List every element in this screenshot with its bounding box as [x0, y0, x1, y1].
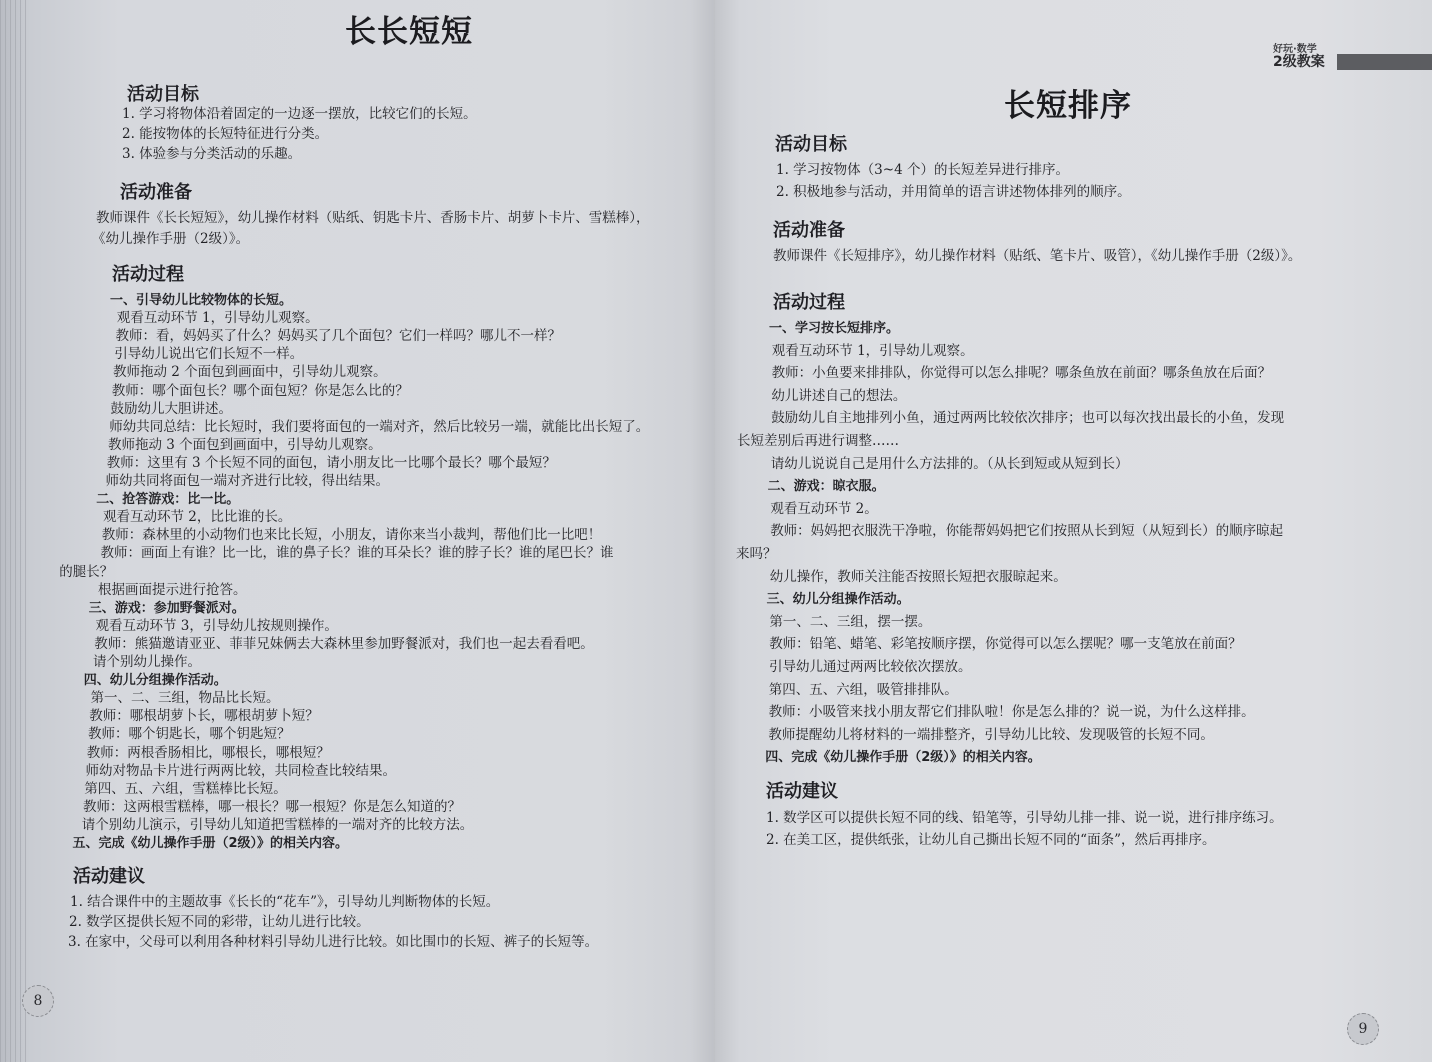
- right-page-header: [1265, 40, 1432, 74]
- text-line: 教师：小吸管来找小朋友帮它们排队啦！你是怎么排的？说一说，为什么这样排。: [768, 704, 1255, 721]
- text-line: 教师：小鱼要来排排队，你觉得可以怎么排呢？哪条鱼放在前面？哪条鱼放在后面？: [771, 365, 1272, 382]
- step-heading: 二、抢答游戏：比一比。: [96, 492, 240, 508]
- right-prep-heading: 活动准备: [773, 220, 845, 241]
- text-line: 第一、二、三组，摆一摆。: [769, 613, 932, 630]
- text-line: 教师拖动 2 个面包到画面中，引导幼儿观察。: [113, 364, 387, 381]
- right-process-heading: 活动过程: [773, 292, 845, 313]
- text-line: 教师课件《长长短短》，幼儿操作材料（贴纸、钥匙卡片、香肠卡片、胡萝卜卡片、雪糕棒），: [96, 210, 650, 226]
- text-line: 幼儿讲述自己的想法。: [771, 387, 907, 404]
- step-heading: 四、完成《幼儿操作手册（2级）》的相关内容。: [765, 750, 1041, 766]
- text-line: 教师：这两根雪糕棒，哪一根长？哪一根短？你是怎么知道的？: [83, 798, 461, 815]
- text-line: 观看互动环节 2，比比谁的长。: [103, 509, 292, 526]
- text-line: 教师：两根香肠相比，哪根长，哪根短？: [86, 744, 330, 761]
- text-line: 请个别幼儿演示，引导幼儿知道把雪糕棒的一端对齐的比较方法。: [81, 816, 474, 833]
- step-heading: 三、幼儿分组操作活动。: [766, 592, 910, 608]
- step-heading: 一、引导幼儿比较物体的长短。: [110, 293, 293, 308]
- text-line: 引导幼儿说出它们长短不一样。: [114, 346, 304, 363]
- step-heading: 一、学习按长短排序。: [769, 321, 900, 336]
- text-line: 教师：哪个钥匙长，哪个钥匙短？: [88, 726, 291, 743]
- text-line: 1. 结合课件中的主题故事《长长的“花车”》，引导幼儿判断物体的长短。: [70, 894, 500, 910]
- text-line: 第一、二、三组，物品比长短。: [90, 690, 280, 707]
- left-process-heading: 活动过程: [112, 264, 184, 285]
- text-line: 教师：铅笔、蜡笔、彩笔按顺序摆，你觉得可以怎么摆呢？哪一支笔放在前面？: [769, 636, 1242, 653]
- text-line: 师幼共同总结：比长短时，我们要将面包的一端对齐，然后比较另一端，就能比出长短了。: [109, 418, 650, 435]
- text-line: 教师提醒幼儿将材料的一端排整齐，引导幼儿比较、发现吸管的长短不同。: [768, 726, 1214, 743]
- text-line: 请幼儿说说自己是用什么方法排的。（从长到短或从短到长）: [770, 455, 1129, 472]
- grade-label: 2级教案: [1273, 54, 1325, 70]
- text-line: 鼓励幼儿大胆讲述。: [110, 400, 232, 417]
- text-line: 1. 学习将物体沿着固定的一边逐一摆放，比较它们的长短。: [122, 106, 477, 122]
- text-line: 第四、五、六组，雪糕棒比长短。: [84, 780, 287, 797]
- text-line: 观看互动环节 1，引导幼儿观察。: [771, 342, 974, 359]
- text-line: 教师课件《长短排序》，幼儿操作材料（贴纸、笔卡片、吸管），《幼儿操作手册（2级）》。: [773, 248, 1302, 264]
- text-line: 2. 数学区提供长短不同的彩带，让幼儿进行比较。: [69, 914, 370, 930]
- text-line: 1. 数学区可以提供长短不同的线、铅笔等，引导幼儿排一排、说一说，进行排序练习。: [766, 810, 1283, 826]
- text-line: 观看互动环节 1，引导幼儿观察。: [116, 310, 319, 327]
- text-line: 教师：看，妈妈买了什么？妈妈买了几个面包？它们一样吗？哪儿不一样？: [115, 328, 561, 345]
- text-line: 《幼儿操作手册（2级）》。: [92, 231, 250, 247]
- text-line: 教师：这里有 3 个长短不同的面包，请小朋友比一比哪个最长？哪个最短？: [106, 454, 556, 471]
- text-line: 长短差别后再进行调整……: [737, 433, 899, 449]
- text-line: 观看互动环节 2。: [770, 500, 878, 517]
- text-line: 鼓励幼儿自主地排列小鱼，通过两两比较依次排序；也可以每次找出最长的小鱼，发现: [771, 410, 1285, 427]
- text-line: 幼儿操作，教师关注能否按照长短把衣服晾起来。: [769, 568, 1067, 585]
- header-bar-decoration: [1337, 54, 1432, 70]
- text-line: 教师拖动 3 个面包到画面中，引导幼儿观察。: [108, 436, 382, 453]
- text-line: 2. 能按物体的长短特征进行分类。: [122, 126, 329, 142]
- left-goals-heading: 活动目标: [127, 84, 199, 105]
- text-line: 师幼共同将面包一端对齐进行比较，得出结果。: [105, 473, 389, 489]
- text-line: 引导幼儿通过两两比较依次摆放。: [769, 659, 972, 675]
- left-page-title: 长长短短: [345, 14, 473, 50]
- text-line: 3. 在家中，父母可以利用各种材料引导幼儿进行比较。如比围巾的长短、裤子的长短等。: [68, 934, 599, 950]
- step-heading: 三、游戏：参加野餐派对。: [88, 600, 245, 616]
- text-line: 教师：哪根胡萝卜长，哪根胡萝卜短？: [89, 708, 319, 725]
- text-line: 1. 学习按物体（3~4 个）的长短差异进行排序。: [776, 162, 1069, 178]
- right-page-number: 9: [1347, 1013, 1379, 1045]
- text-line: 2. 在美工区，提供纸张，让幼儿自己撕出长短不同的“面条”，然后再排序。: [766, 832, 1216, 848]
- left-prep-heading: 活动准备: [120, 182, 192, 203]
- text-line: 来吗？: [736, 546, 777, 562]
- right-suggest-heading: 活动建议: [766, 781, 838, 802]
- text-line: 请个别幼儿操作。: [93, 654, 201, 670]
- left-suggest-heading: 活动建议: [73, 866, 145, 887]
- page-edge-stack: [0, 0, 26, 1062]
- step-heading: 五、完成《幼儿操作手册（2级）》的相关内容。: [72, 836, 349, 851]
- text-line: 教师：熊猫邀请亚亚、菲菲兄妹俩去大森林里参加野餐派对，我们也一起去看看吧。: [94, 635, 594, 652]
- left-page-number: 8: [22, 985, 54, 1017]
- text-line: 师幼对物品卡片进行两两比较，共同检查比较结果。: [85, 762, 396, 779]
- text-line: 根据画面提示进行抢答。: [98, 581, 247, 598]
- text-line: 教师：画面上有谁？比一比，谁的鼻子长？谁的耳朵长？谁的脖子长？谁的尾巴长？谁: [100, 545, 614, 562]
- right-page-title: 长短排序: [1004, 88, 1132, 124]
- text-line: 教师：妈妈把衣服洗干净啦，你能帮妈妈把它们按照从长到短（从短到长）的顺序晾起: [770, 523, 1284, 540]
- right-goals-heading: 活动目标: [775, 134, 847, 155]
- step-heading: 二、游戏：晾衣服。: [767, 479, 885, 495]
- step-heading: 四、幼儿分组操作活动。: [83, 673, 227, 689]
- text-line: 教师：哪个面包长？哪个面包短？你是怎么比的？: [111, 382, 409, 399]
- text-line: 的腿长？: [59, 563, 114, 580]
- text-line: 2. 积极地参与活动，并用简单的语言讲述物体排列的顺序。: [776, 184, 1131, 200]
- text-line: 3. 体验参与分类活动的乐趣。: [122, 146, 302, 162]
- text-line: 教师：森林里的小动物们也来比长短，小朋友，请你来当小裁判，帮他们比一比吧！: [101, 527, 602, 544]
- text-line: 第四、五、六组，吸管排排队。: [768, 681, 958, 698]
- series-label: 好玩·数学: [1273, 44, 1317, 55]
- text-line: 观看互动环节 3，引导幼儿按规则操作。: [95, 617, 338, 634]
